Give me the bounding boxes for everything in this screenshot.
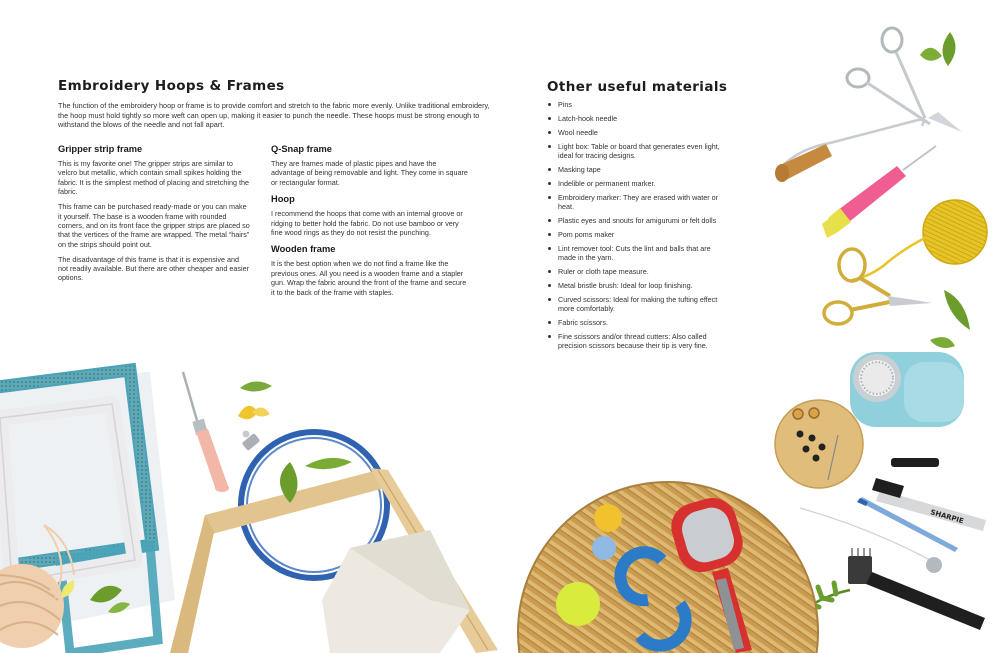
materials-list-item: Curved scissors: Ideal for making the tufting effect more comfortably. <box>547 295 722 314</box>
punch-needle-icon <box>183 372 229 492</box>
section-heading-wooden: Wooden frame <box>271 244 336 255</box>
hoop-paragraph: I recommend the hoops that come with an internal groove or ridging to better hold the fabric. Do not use bamboo or very fine wood rings as they do not resist the punching. <box>271 209 463 238</box>
intro-paragraph: The function of the embroidery hoop or frame is to provide comfort and stretch to the fabric more evenly. Unlike traditional embroidery, the hoop must hold tightly so more weft can open up, making it easier to punch the needle. These hoops must be strong enough to withstand the blows of the needle and not fall apart. <box>58 101 490 130</box>
left-page-title: Embroidery Hoops & Frames <box>58 78 285 94</box>
fabric-swatch-icon <box>322 530 470 653</box>
safety-eyes-icon <box>775 400 863 488</box>
gripper-paragraph-1: This is my favorite one! The gripper strips are similar to velcro but metallic, which contain small spikes holding the fabric. It is the simplest method of placing and stretching the fabric. <box>58 159 249 197</box>
materials-list-item: Indelible or permanent marker. <box>547 179 722 188</box>
leaf-icon <box>920 32 970 348</box>
materials-list-item: Pom poms maker <box>547 230 722 239</box>
materials-list-item: Metal bristle brush: Ideal for loop finishing. <box>547 281 722 290</box>
materials-list-item: Plastic eyes and snouts for amigurumi or felt dolls <box>547 216 722 225</box>
lint-remover-icon <box>850 352 964 427</box>
wooden-paragraph: It is the best option when we do not find a frame like the previous ones. All you need is a wooden frame and a stapler gun. Wrap the fabric around the front of the frame and secure it to the back of the frame with staples. <box>271 259 467 297</box>
materials-list-item: Pins <box>547 100 722 109</box>
marker-icon <box>872 458 986 531</box>
materials-list-item: Wool needle <box>547 128 722 137</box>
punch-needle-pink-icon <box>822 146 936 238</box>
sharpie-label: SHARPIE <box>929 508 965 526</box>
wicker-mat-icon <box>518 482 818 653</box>
materials-list-item: Fabric scissors. <box>547 318 722 327</box>
materials-list-item: Fine scissors and/or thread cutters: Also called precision scissors because their tip is very fine. <box>547 332 722 351</box>
materials-list-item: Lint remover tool: Cuts the lint and balls that are made in the yarn. <box>547 244 722 263</box>
section-heading-hoop: Hoop <box>271 194 295 205</box>
materials-list-item: Light box: Table or board that generates even light, ideal for tracing designs. <box>547 142 722 161</box>
yarn-ball-icon <box>852 200 987 280</box>
materials-list-item: Embroidery marker: They are erased with water or heat. <box>547 193 722 212</box>
materials-list-item: Latch-hook needle <box>547 114 722 123</box>
materials-list-item: Masking tape <box>547 165 722 174</box>
materials-list-item: Ruler or cloth tape measure. <box>547 267 722 276</box>
section-heading-qsnap: Q-Snap frame <box>271 144 332 154</box>
qsnap-paragraph: They are frames made of plastic pipes and have the advantage of being removable and light. They come in square or rectangular format. <box>271 159 468 187</box>
curved-scissors-icon <box>824 249 932 324</box>
right-page-title: Other useful materials <box>547 79 728 95</box>
gripper-paragraph-2: This frame can be purchased ready-made or you can make it yourself. The base is a wooden frame with rounded corners, and on its front face the gripper strips are placed so that the vertices of the frame are wrapped. The metal “hairs” on the strips should point out. <box>58 202 250 249</box>
gripper-paragraph-3: The disadvantage of this frame is that it is expensive and not readily available. But there are other cheaper and easier options. <box>58 254 249 283</box>
wire-brush-icon <box>848 548 985 630</box>
section-heading-gripper: Gripper strip frame <box>58 144 143 154</box>
